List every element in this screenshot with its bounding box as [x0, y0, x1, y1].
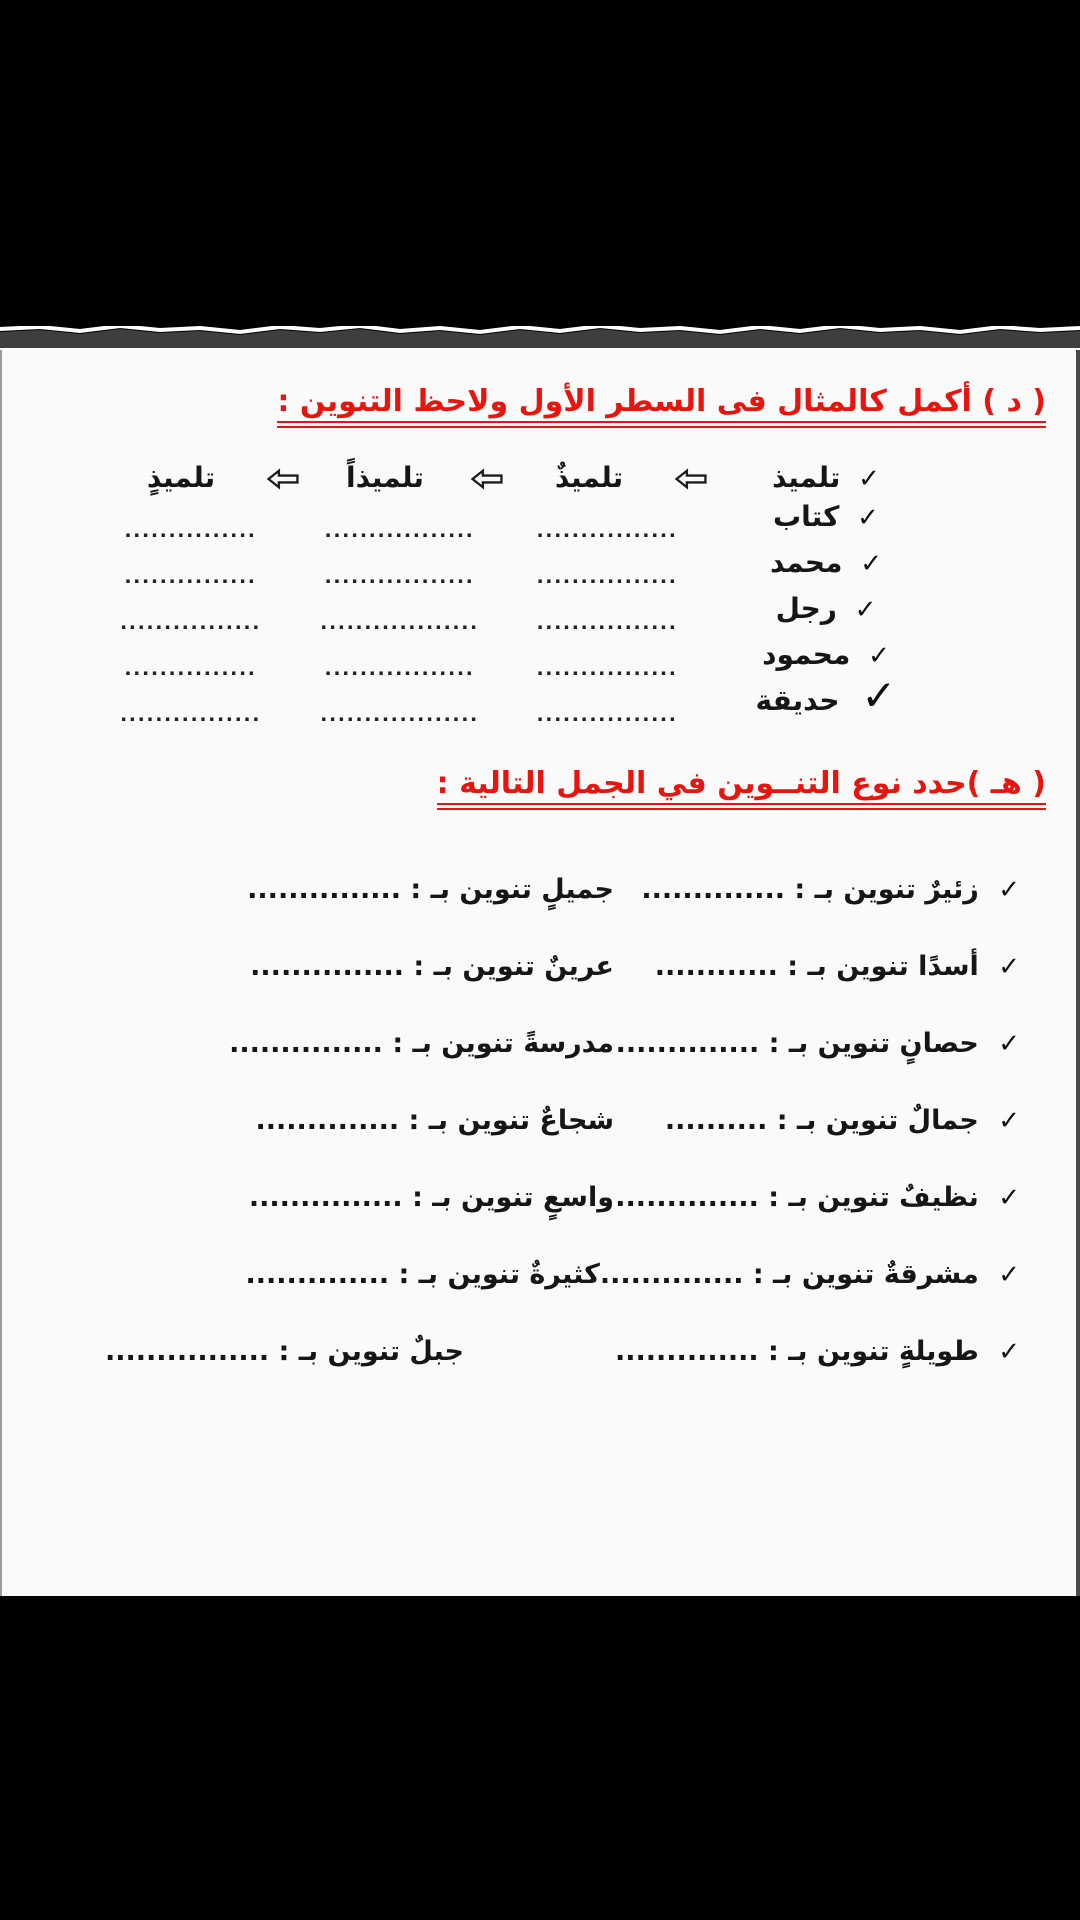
row-word: ✓ محمد [769, 546, 882, 579]
top-letterbox [0, 0, 1080, 326]
exercise-d-heading-text: ( د ) أكمل كالمثال فى السطر الأول ولاحظ التنوين : [277, 384, 1046, 428]
row-word: ✓ كتاب [773, 500, 879, 533]
exercise-h-heading-text: ( هـ )حدد نوع التنــوين في الجمل التالية : [437, 766, 1046, 810]
check-icon: ✓ [868, 641, 890, 671]
exercise-d-heading [2, 350, 1076, 428]
check-icon: ✓ [998, 1337, 1020, 1367]
table-row [84, 671, 940, 730]
left-arrow-icon [262, 461, 304, 494]
list-item [2, 1028, 1076, 1059]
sentence-right: ✓ مشرقةٌ تنوين بـ : .............. [599, 1259, 1020, 1290]
sentence-left: عرينٌ تنوين بـ : ............... [250, 951, 614, 982]
sentence-left: واسعٍ تنوين بـ : ............... [248, 1182, 614, 1213]
sentence-right: ✓ طويلةٍ تنوين بـ : .............. [615, 1336, 1020, 1367]
example-word-fathatan: تلميذاً [346, 460, 424, 494]
blank-dotted-line: .................. [320, 704, 479, 726]
sentence-right: ✓ حصانٍ تنوين بـ : .............. [615, 1028, 1020, 1059]
sentence-left: كثيرةٌ تنوين بـ : .............. [245, 1259, 600, 1290]
blank-dotted-line: ................. [324, 566, 475, 588]
list-item [2, 1336, 1076, 1367]
table-row [84, 638, 940, 684]
sentence-left: جبلٌ تنوين بـ : ................ [105, 1336, 464, 1367]
check-icon: ✓ [998, 1183, 1020, 1213]
list-item [2, 1182, 1076, 1213]
blank-dotted-line: ................ [536, 520, 678, 542]
check-icon: ✓ [998, 952, 1020, 982]
table-row [84, 546, 940, 592]
blank-dotted-line: ............... [124, 520, 257, 542]
row-word: ✓ رجل [775, 592, 877, 625]
left-arrow-icon [670, 461, 712, 494]
check-icon: ✓ [857, 503, 879, 533]
sentence-left: مدرسةً تنوين بـ : ............... [229, 1028, 614, 1059]
exercise-h-heading [2, 766, 1076, 810]
sentence-left: شجاعٌ تنوين بـ : .............. [255, 1105, 614, 1136]
sentence-right: ✓ زئيرٌ تنوين بـ : .............. [641, 874, 1020, 905]
check-icon: ✓ [998, 1106, 1020, 1136]
exercise-d-example-row [84, 454, 940, 500]
table-row [84, 500, 940, 546]
bottom-letterbox [0, 1596, 1080, 1920]
check-icon: ✓ [860, 549, 882, 579]
blank-dotted-line: ................ [536, 566, 678, 588]
row-word: ✓ محمود [762, 638, 890, 671]
sentence-left: جميلٍ تنوين بـ : ............... [247, 874, 614, 905]
check-icon: ✓ [998, 1029, 1020, 1059]
check-icon: ✓ [998, 1260, 1020, 1290]
list-item [2, 1105, 1076, 1136]
blank-dotted-line: ................. [324, 520, 475, 542]
worksheet-page [0, 350, 1080, 1596]
example-word-dammatan: تلميذٌ [554, 460, 624, 494]
blank-dotted-line: ............... [124, 566, 257, 588]
blank-dotted-line: ............... [124, 658, 257, 680]
blank-dotted-line: ................ [536, 612, 678, 634]
sentence-right: ✓ جمالٌ تنوين بـ : .......... [664, 1105, 1020, 1136]
example-word-base: ✓ تلميذ [772, 460, 880, 494]
blank-dotted-line: ................ [119, 704, 262, 726]
row-word: ✓ حديقة [755, 671, 897, 720]
list-item [2, 951, 1076, 982]
blank-dotted-line: ................ [536, 658, 678, 680]
torn-edge-graphic [0, 326, 1080, 350]
sentence-right: ✓ نظيفٌ تنوين بـ : .............. [615, 1182, 1020, 1213]
blank-dotted-line: .................. [320, 612, 479, 634]
left-arrow-icon [466, 461, 508, 494]
blank-dotted-line: ................ [119, 612, 262, 634]
blank-dotted-line: ................ [536, 704, 678, 726]
list-item [2, 874, 1076, 905]
sentence-right: ✓ أسدًا تنوين بـ : ............ [654, 951, 1020, 982]
check-icon: ✓ [998, 875, 1020, 905]
blank-dotted-line: ................. [324, 658, 475, 680]
exercise-d-table [84, 454, 940, 730]
check-icon: ✓ [854, 595, 877, 625]
exercise-h-list [2, 874, 1076, 1367]
check-icon: ✓ [861, 671, 897, 720]
check-icon: ✓ [858, 463, 880, 494]
table-row [84, 592, 940, 638]
example-word-kasratan: تلميذٍ [146, 460, 216, 494]
torn-paper-edge [0, 326, 1080, 350]
list-item [2, 1259, 1076, 1290]
